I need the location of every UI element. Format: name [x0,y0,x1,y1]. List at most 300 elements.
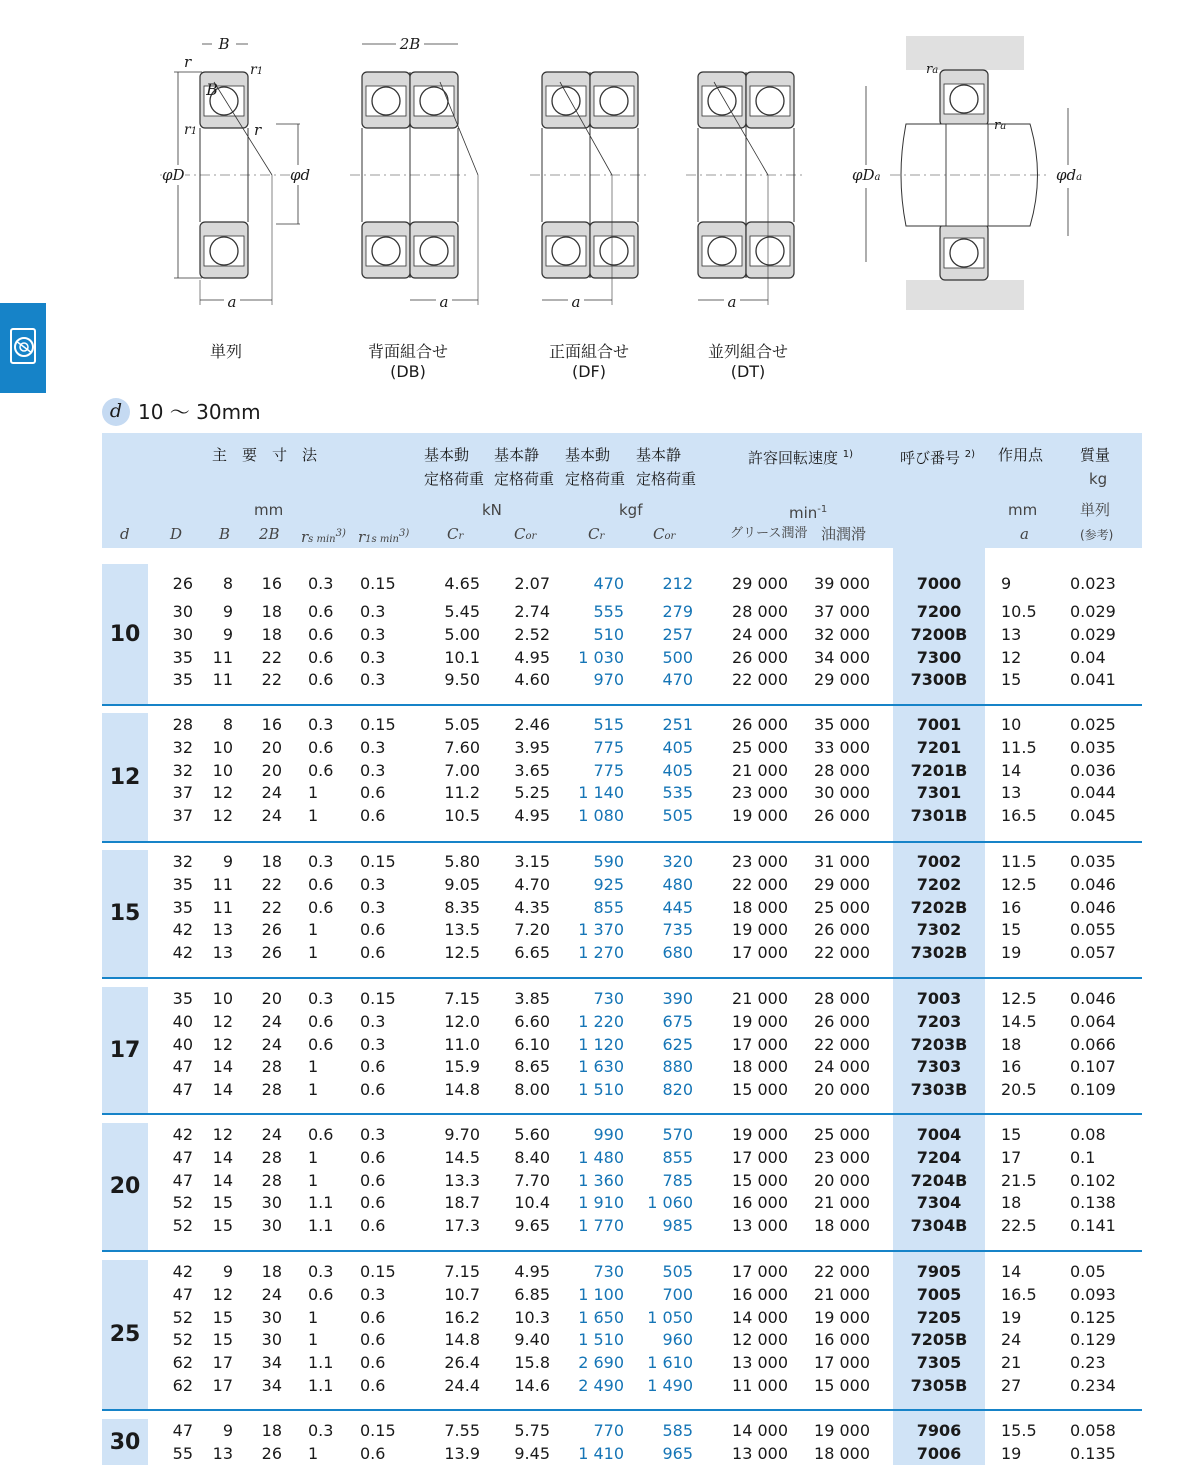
cell-designation: 7002 [916,852,962,871]
cell-r1s-min: 0.15 [360,1262,396,1281]
cell-mass: 0.035 [1070,737,1116,757]
cell-cr-kN: 5.45 [444,602,480,621]
dim-a-df: a [568,292,584,312]
table-row [102,1419,1142,1442]
cell-cor-kgf: 820 [662,1080,693,1100]
cell-load-center-a: 10.5 [1001,602,1037,621]
header-col-a: a [1020,525,1029,543]
cell-r1s-min: 0.6 [360,1353,386,1373]
header-col-Cr2-label: C [588,525,600,543]
cell-mass: 0.041 [1070,670,1116,690]
cell-speed-grease: 13 000 [732,1443,788,1463]
cell-mass: 0.138 [1070,1193,1116,1213]
table-row [102,1055,1142,1078]
cell-D: 52 [172,1330,193,1350]
cell-cr-kN: 11.2 [444,783,480,803]
cell-2B: 28 [261,1080,282,1100]
dim-a-dt: a [724,292,740,312]
cell-cor-kN: 2.52 [514,624,550,644]
cell-cr-kN: 7.15 [444,989,480,1008]
cell-D: 47 [172,1147,193,1167]
cell-speed-oil: 23 000 [814,1147,870,1167]
cell-designation: 7300B [910,670,968,690]
cell-cr-kN: 16.2 [444,1307,480,1327]
cell-cor-kgf: 320 [662,852,693,871]
cell-load-center-a: 16 [1001,1057,1022,1077]
cell-cor-kgf: 535 [662,783,693,803]
bore-range-text: 10 ～ 30mm [138,400,261,424]
cell-cr-kgf: 470 [593,574,624,593]
cell-B: 11 [212,874,233,894]
cell-B: 8 [222,715,233,734]
cell-cr-kN: 5.05 [444,715,480,734]
cell-B: 9 [222,602,233,621]
cell-load-center-a: 14 [1001,1262,1022,1281]
cell-cr-kgf: 1 120 [578,1034,624,1054]
cell-mass: 0.055 [1070,920,1116,940]
bore-diameter: 10 [109,621,141,647]
table-row [102,781,1142,804]
cell-load-center-a: 15 [1001,920,1022,940]
header-unit-mm: mm [254,501,284,519]
cell-2B: 24 [261,1034,282,1054]
header-col-Cr [447,524,463,547]
cell-D: 40 [172,1034,193,1054]
cell-D: 37 [172,806,193,826]
cell-speed-oil: 20 000 [814,1080,870,1100]
cell-B: 9 [222,1262,233,1281]
cell-cor-kgf: 279 [662,602,693,621]
cell-cor-kgf: 880 [662,1057,693,1077]
cell-cor-kgf: 585 [662,1421,693,1440]
cell-speed-oil: 28 000 [814,760,870,780]
cell-2B: 30 [261,1193,282,1213]
cell-designation: 7204 [916,1147,962,1167]
table-row [102,572,1142,595]
cell-2B: 18 [261,1421,282,1440]
cell-r1s-min: 0.6 [360,806,386,826]
cell-2B: 24 [261,1011,282,1031]
cell-cor-kgf: 251 [662,715,693,734]
cell-designation: 7304 [916,1193,962,1213]
cell-designation: 7906 [916,1421,962,1440]
cell-cr-kN: 9.05 [444,874,480,894]
cell-cor-kgf: 505 [662,1262,693,1281]
cell-r1s-min: 0.15 [360,852,396,871]
table-row [102,646,1142,669]
header-rated-load-3: 定格荷重 [565,470,626,488]
cell-designation: 7303B [910,1080,968,1100]
cell-cr-kN: 13.3 [444,1170,480,1190]
header-unit-mm2: mm [1008,501,1038,519]
table-row [102,1078,1142,1101]
label-db-code: (DB) [390,362,426,381]
cell-rs-min: 0.6 [308,624,334,644]
cell-mass: 0.046 [1070,989,1116,1008]
cell-D: 62 [172,1353,193,1373]
cell-designation: 7001 [916,715,962,734]
cell-cr-kN: 13.9 [444,1443,480,1463]
cell-cr-kN: 9.70 [444,1125,480,1144]
cell-cor-kgf: 405 [662,737,693,757]
table-row [102,736,1142,759]
cell-cor-kN: 2.07 [514,574,550,593]
header-col-Cr2 [588,524,604,547]
cell-rs-min: 1 [308,1330,319,1350]
cell-rs-min: 1 [308,806,319,826]
cell-designation: 7303 [916,1057,962,1077]
cell-B: 8 [222,574,233,593]
cell-r1s-min: 0.15 [360,715,396,734]
cell-load-center-a: 19 [1001,1443,1022,1463]
cell-designation: 7204B [910,1170,968,1190]
cell-B: 13 [212,1443,233,1463]
cell-mass: 0.234 [1070,1376,1116,1395]
cell-cr-kgf: 2 490 [578,1376,624,1395]
cell-speed-oil: 26 000 [814,1011,870,1031]
cell-speed-oil: 30 000 [814,783,870,803]
cell-speed-grease: 16 000 [732,1284,788,1304]
cell-cr-kN: 17.3 [444,1216,480,1236]
cell-r1s-min: 0.6 [360,1443,386,1463]
cell-designation: 7004 [916,1125,962,1144]
cell-cor-kgf: 785 [662,1170,693,1190]
cell-mass: 0.057 [1070,943,1116,963]
cell-r1s-min: 0.15 [360,989,396,1008]
cell-B: 12 [212,783,233,803]
dim-r1-left [184,120,197,142]
cell-speed-oil: 25 000 [814,1125,870,1144]
cell-load-center-a: 18 [1001,1034,1022,1054]
dim-ra-right-sub: a [1000,121,1007,132]
cell-B: 11 [212,647,233,667]
cell-speed-grease: 26 000 [732,715,788,734]
cell-cr-kN: 15.9 [444,1057,480,1077]
dim-phiD: φD [162,166,185,184]
diagram-db [350,44,478,305]
table-row [102,1033,1142,1056]
cell-cr-kN: 24.4 [444,1376,480,1395]
cell-rs-min: 1 [308,783,319,803]
table-row [102,987,1142,1010]
cell-D: 37 [172,783,193,803]
cell-speed-oil: 19 000 [814,1307,870,1327]
cell-rs-min: 0.6 [308,1284,334,1304]
cell-B: 13 [212,943,233,963]
cell-speed-oil: 25 000 [814,897,870,917]
bore-diameter: 12 [109,764,141,790]
cell-D: 52 [172,1307,193,1327]
cell-r1s-min: 0.3 [360,1125,386,1144]
cell-load-center-a: 11.5 [1001,737,1037,757]
cell-cr-kN: 11.0 [444,1034,480,1054]
table-row [102,1374,1142,1397]
cell-cr-kgf: 730 [593,989,624,1008]
cell-speed-grease: 24 000 [732,624,788,644]
cell-cor-kN: 4.95 [514,806,550,826]
cell-rs-min: 0.6 [308,1125,334,1144]
cell-cr-kgf: 555 [593,602,624,621]
cell-cor-kN: 15.8 [514,1353,550,1373]
cell-mass: 0.058 [1070,1421,1116,1440]
cell-rs-min: 1.1 [308,1193,334,1213]
header-designation [900,445,975,468]
cell-speed-grease: 18 000 [732,897,788,917]
header-rated-load-1: 定格荷重 [424,470,485,488]
cell-2B: 18 [261,624,282,644]
bore-diameter: 25 [109,1322,141,1347]
table-row [102,1260,1142,1283]
cell-D: 42 [172,1125,193,1144]
cell-speed-oil: 22 000 [814,943,870,963]
cell-cor-kN: 2.46 [514,715,550,734]
cell-load-center-a: 13 [1001,783,1022,803]
cell-cr-kN: 5.80 [444,852,480,871]
cell-cr-kN: 7.15 [444,1262,480,1281]
header-col-r1s-label: r [358,528,366,546]
header-unit-min-label: min [789,504,818,522]
header-unit-kgf: kgf [619,501,643,519]
cell-r1s-min: 0.6 [360,1193,386,1213]
cell-D: 32 [172,737,193,757]
cell-cr-kgf: 1 370 [578,920,624,940]
cell-cor-kN: 9.40 [514,1330,550,1350]
cell-mass: 0.036 [1070,760,1116,780]
cell-D: 32 [172,760,193,780]
cell-mass: 0.08 [1070,1125,1106,1144]
cell-cor-kgf: 470 [662,670,693,690]
cell-cr-kgf: 1 510 [578,1080,624,1100]
cell-cor-kgf: 500 [662,647,693,667]
cell-cr-kN: 4.65 [444,574,480,593]
cell-load-center-a: 13 [1001,624,1022,644]
cell-speed-oil: 26 000 [814,806,870,826]
cell-cr-kgf: 1 630 [578,1057,624,1077]
header-main-dims: 主 要 寸 法 [212,446,318,464]
cell-D: 55 [172,1443,193,1463]
cell-load-center-a: 15 [1001,670,1022,690]
cell-B: 15 [212,1193,233,1213]
cell-speed-grease: 22 000 [732,670,788,690]
cell-r1s-min: 0.6 [360,783,386,803]
cell-r1s-min: 0.3 [360,647,386,667]
cell-B: 12 [212,1034,233,1054]
cell-cor-kN: 3.85 [514,989,550,1008]
bore-diameter: 20 [109,1174,141,1199]
cell-cor-kN: 4.70 [514,874,550,894]
cell-D: 52 [172,1216,193,1236]
header-col-Cor-label: C [514,525,526,543]
cell-cor-kN: 6.85 [514,1284,550,1304]
bore-diameter: 17 [109,1037,141,1063]
cell-B: 14 [212,1147,233,1167]
cell-rs-min: 0.3 [308,852,334,871]
cell-2B: 26 [261,920,282,940]
header-col-2B: 2B [259,525,280,543]
cell-speed-grease: 12 000 [732,1330,788,1350]
cell-designation: 7304B [910,1216,968,1236]
cell-cor-kgf: 1 490 [647,1376,693,1395]
cell-rs-min: 0.3 [308,715,334,734]
cell-D: 35 [172,989,193,1008]
cell-r1s-min: 0.3 [360,897,386,917]
cell-rs-min: 1 [308,943,319,963]
cell-speed-grease: 14 000 [732,1421,788,1440]
cell-load-center-a: 18 [1001,1193,1022,1213]
cell-B: 17 [212,1376,233,1395]
group-divider [102,1113,1142,1115]
cell-rs-min: 1 [308,1057,319,1077]
cell-cor-kgf: 570 [662,1125,693,1144]
dim-ra-right-label: r [994,118,1001,133]
header-col-rs-sub: s min [308,534,336,545]
header-unit-min [789,500,827,523]
cell-D: 52 [172,1193,193,1213]
cell-load-center-a: 17 [1001,1147,1022,1167]
cell-rs-min: 1 [308,1443,319,1463]
cell-cor-kN: 8.40 [514,1147,550,1167]
cell-cor-kN: 4.60 [514,670,550,690]
cell-rs-min: 0.6 [308,874,334,894]
dim-phida-sub: a [1076,172,1083,183]
cell-rs-min: 0.6 [308,1034,334,1054]
cell-speed-grease: 21 000 [732,760,788,780]
cell-r1s-min: 0.3 [360,1011,386,1031]
header-speed-note: 1) [842,449,854,460]
cell-cr-kgf: 990 [593,1125,624,1144]
table-row [102,804,1142,827]
cell-rs-min: 1.1 [308,1376,334,1395]
cell-D: 30 [172,602,193,621]
cell-D: 30 [172,624,193,644]
cell-rs-min: 0.3 [308,574,334,593]
cell-speed-oil: 37 000 [814,602,870,621]
cell-r1s-min: 0.6 [360,943,386,963]
cell-2B: 22 [261,647,282,667]
cell-B: 10 [212,760,233,780]
cell-B: 11 [212,897,233,917]
cell-load-center-a: 10 [1001,715,1022,734]
header-mass: 質量 [1080,446,1111,464]
cell-load-center-a: 16.5 [1001,806,1037,826]
cell-load-center-a: 12 [1001,647,1022,667]
table-row [102,1306,1142,1329]
cell-cor-kN: 8.00 [514,1080,550,1100]
cell-designation: 7301 [916,783,962,803]
header-col-r1s-sub: 1s min [365,534,399,545]
header-col-Cor2 [653,524,675,547]
cell-rs-min: 0.6 [308,1011,334,1031]
cell-speed-oil: 24 000 [814,1057,870,1077]
label-df-code: (DF) [571,362,606,381]
cell-cr-kgf: 2 690 [578,1353,624,1373]
cell-mass: 0.141 [1070,1216,1116,1236]
cell-speed-grease: 19 000 [732,1125,788,1144]
cell-mass: 0.135 [1070,1443,1116,1463]
cell-B: 11 [212,670,233,690]
cell-mass: 0.045 [1070,806,1116,826]
table-row [102,759,1142,782]
cell-cor-kgf: 480 [662,874,693,894]
table-row [102,623,1142,646]
dim-2B: 2B [396,34,424,54]
diagram-mounting [866,36,1068,310]
cell-B: 15 [212,1307,233,1327]
cell-designation: 7003 [916,989,962,1008]
cell-mass: 0.064 [1070,1011,1116,1031]
header-speed-label: 許容回転速度 [748,449,839,467]
cell-designation: 7200B [910,624,968,644]
cell-B: 10 [212,989,233,1008]
cell-r1s-min: 0.3 [360,1034,386,1054]
cell-cr-kgf: 730 [593,1262,624,1281]
cell-designation: 7302 [916,920,962,940]
dim-a-single: a [224,292,240,312]
table-row [102,713,1142,736]
header-col-rs-label: r [301,528,309,546]
cell-r1s-min: 0.15 [360,1421,396,1440]
cell-load-center-a: 15.5 [1001,1421,1037,1440]
cell-speed-oil: 32 000 [814,624,870,644]
cell-cr-kN: 7.00 [444,760,480,780]
cell-cor-kgf: 1 610 [647,1353,693,1373]
table-row [102,1351,1142,1374]
label-db: 背面組合せ [367,342,448,361]
table-row [102,668,1142,691]
header-col-Cr2-sub: r [599,531,605,542]
bore-diameter: 15 [109,901,141,926]
cell-mass: 0.102 [1070,1170,1116,1190]
cell-cr-kN: 8.35 [444,897,480,917]
cell-speed-oil: 26 000 [814,920,870,940]
dim-r-right: r [254,121,262,139]
header-single-row: 単列 [1080,501,1111,519]
cell-speed-grease: 23 000 [732,852,788,871]
cell-designation: 7203B [910,1034,968,1054]
cell-B: 9 [222,852,233,871]
cell-rs-min: 1 [308,920,319,940]
bore-diameter: 30 [109,1429,141,1455]
cell-speed-oil: 35 000 [814,715,870,734]
cell-B: 10 [212,737,233,757]
header-grease: グリース潤滑 [730,526,808,541]
cell-cr-kgf: 925 [593,874,624,894]
cell-r1s-min: 0.3 [360,874,386,894]
cell-cr-kgf: 1 510 [578,1330,624,1350]
cell-cor-kgf: 505 [662,806,693,826]
cell-r1s-min: 0.6 [360,1216,386,1236]
cell-cor-kN: 5.60 [514,1125,550,1144]
cell-cor-kN: 6.65 [514,943,550,963]
cell-B: 12 [212,806,233,826]
cell-cr-kN: 14.8 [444,1330,480,1350]
header-unit-min-exp: -1 [817,504,828,515]
header-col-r1s [358,524,409,550]
cell-rs-min: 0.6 [308,647,334,667]
cell-r1s-min: 0.6 [360,1080,386,1100]
cell-load-center-a: 16.5 [1001,1284,1037,1304]
header-col-Cor2-label: C [653,525,665,543]
cell-B: 12 [212,1011,233,1031]
cell-speed-grease: 15 000 [732,1080,788,1100]
cell-cr-kgf: 1 910 [578,1193,624,1213]
diagram-dt [686,72,806,305]
cell-r1s-min: 0.3 [360,737,386,757]
cell-mass: 0.23 [1070,1353,1106,1373]
cell-speed-oil: 16 000 [814,1330,870,1350]
cell-designation: 7000 [916,574,962,593]
dim-ra-top [926,60,938,81]
